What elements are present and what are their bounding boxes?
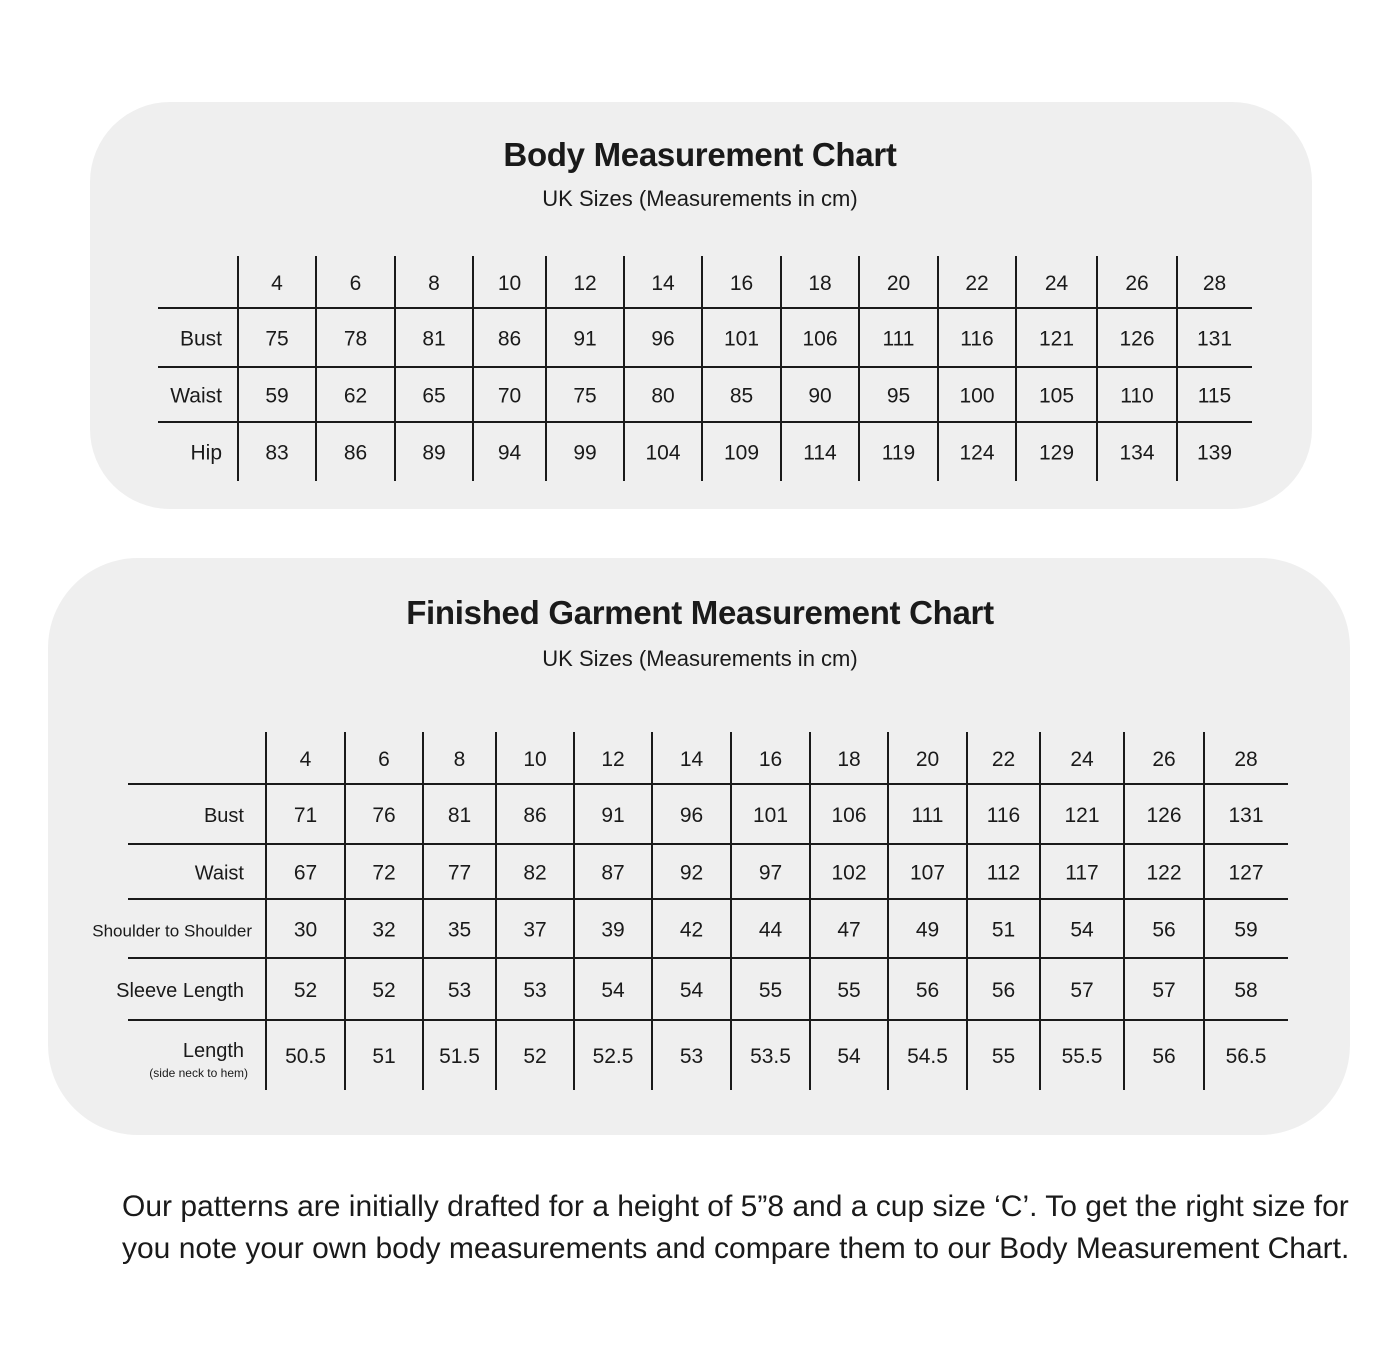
body-cell: 85 [729,384,754,408]
body-size-header: 10 [497,271,522,295]
garment-cell: 107 [909,861,946,885]
garment-size-header: 16 [758,747,783,771]
garment-cell: 87 [601,861,625,885]
garment-cell: 52 [523,1044,547,1068]
garment-cell: 51 [991,918,1016,942]
garment-row-label: Length [182,1039,244,1062]
garment-cell: 51 [372,1044,396,1068]
garment-cell: 47 [837,918,861,942]
garment-row-sublabel: (side neck to hem) [149,1065,248,1080]
garment-cell: 106 [831,803,867,827]
body-cell: 114 [803,441,837,465]
garment-cell: 102 [831,861,867,885]
garment-cell: 97 [758,861,783,885]
garment-size-header: 10 [523,747,547,771]
garment-cell: 51.5 [439,1044,480,1068]
garment-cell: 54.5 [907,1044,948,1068]
garment-chart-title: Finished Garment Measurement Chart [406,594,994,631]
garment-cell: 30 [293,918,318,942]
body-cell: 105 [1038,384,1075,408]
body-cell: 101 [723,327,760,351]
garment-cell: 49 [915,918,940,942]
body-size-header: 14 [651,271,675,295]
garment-cell: 52.5 [592,1044,634,1068]
garment-cell: 37 [523,918,547,942]
garment-cell: 42 [679,918,704,942]
body-cell: 95 [886,384,911,408]
garment-cell: 54 [601,978,625,1002]
garment-size-header: 12 [601,747,625,771]
garment-cell: 52 [372,978,396,1002]
garment-cell: 53 [447,978,472,1002]
garment-cell: 56 [1152,1044,1176,1068]
body-size-header: 18 [808,271,832,295]
body-cell: 75 [573,384,597,408]
garment-cell: 77 [447,861,472,885]
body-row-label: Hip [190,441,222,465]
footer-line-2: you note your own body measurements and compare them to our Body Measurement Chart. [122,1232,1350,1265]
body-cell: 126 [1119,327,1155,351]
garment-cell: 32 [372,918,396,942]
body-cell: 134 [1119,441,1155,465]
garment-cell: 96 [679,803,704,827]
body-cell: 78 [343,327,368,351]
body-row-label: Bust [179,327,222,351]
garment-cell: 44 [758,918,783,942]
garment-cell: 50.5 [285,1044,326,1068]
footer-line-1: Our patterns are initially drafted for a height of 5”8 and a cup size ‘C’. To get the right size for [122,1190,1349,1223]
garment-cell: 53 [679,1044,704,1068]
body-cell: 80 [651,384,675,408]
garment-cell: 71 [293,803,318,827]
garment-cell: 81 [447,803,472,827]
garment-cell: 54 [837,1044,861,1068]
body-cell: 131 [1196,327,1233,351]
body-size-header: 22 [965,271,989,295]
garment-cell: 56 [1152,918,1176,942]
body-cell: 109 [723,441,760,465]
body-cell: 99 [573,441,597,465]
garment-cell: 112 [986,861,1021,885]
body-cell: 129 [1038,441,1075,465]
garment-size-header: 20 [915,747,940,771]
garment-cell: 55 [758,978,783,1002]
garment-cell: 92 [679,861,704,885]
garment-size-header: 24 [1070,747,1094,771]
body-cell: 100 [959,384,995,408]
garment-size-header: 26 [1152,747,1176,771]
garment-size-header: 18 [837,747,861,771]
body-cell: 119 [881,441,916,465]
garment-size-header: 28 [1234,747,1258,771]
garment-cell: 91 [601,803,625,827]
garment-cell: 111 [911,803,944,827]
garment-cell: 117 [1065,861,1099,885]
garment-cell: 57 [1070,978,1094,1002]
garment-cell: 116 [986,803,1021,827]
body-cell: 86 [343,441,368,465]
garment-cell: 53 [523,978,547,1002]
body-cell: 124 [959,441,995,465]
body-size-header: 16 [729,271,754,295]
body-cell: 83 [265,441,289,465]
body-cell: 116 [960,327,994,351]
garment-cell: 53.5 [750,1044,791,1068]
body-cell: 75 [265,327,289,351]
garment-chart-subtitle: UK Sizes (Measurements in cm) [542,646,858,671]
body-row-label: Waist [170,384,222,408]
garment-cell: 131 [1228,803,1264,827]
garment-cell: 55 [837,978,861,1002]
garment-cell: 67 [293,861,318,885]
body-cell: 59 [265,384,289,408]
garment-cell: 101 [752,803,789,827]
body-size-header: 4 [271,271,283,295]
body-cell: 90 [808,384,832,408]
garment-cell: 56 [991,978,1016,1002]
garment-size-header: 4 [299,747,312,771]
garment-cell: 127 [1228,861,1264,885]
body-cell: 121 [1038,327,1075,351]
body-cell: 110 [1120,384,1154,408]
body-size-header: 8 [428,271,440,295]
garment-cell: 76 [372,803,396,827]
body-cell: 65 [422,384,446,408]
body-cell: 111 [882,327,915,351]
body-size-header: 20 [886,271,911,295]
garment-size-header: 6 [378,747,390,771]
garment-cell: 59 [1234,918,1258,942]
garment-cell: 121 [1064,803,1100,827]
garment-row-label: Shoulder to Shoulder [92,921,252,941]
garment-cell: 54 [1070,918,1094,942]
garment-cell: 52 [293,978,318,1002]
body-cell: 81 [422,327,446,351]
footer-note [122,1186,1350,1270]
garment-cell: 55 [991,1044,1016,1068]
body-cell: 104 [645,441,681,465]
body-size-header: 26 [1125,271,1149,295]
body-cell: 96 [651,327,675,351]
garment-row-label: Sleeve Length [116,979,244,1002]
garment-row-label: Bust [203,804,244,827]
garment-cell: 122 [1146,861,1182,885]
body-cell: 115 [1197,384,1232,408]
body-chart-subtitle: UK Sizes (Measurements in cm) [542,186,858,211]
body-cell: 94 [497,441,522,465]
garment-cell: 56.5 [1225,1044,1267,1068]
body-cell: 91 [573,327,597,351]
body-size-header: 28 [1202,271,1227,295]
garment-cell: 57 [1152,978,1176,1002]
garment-size-header: 8 [453,747,466,771]
garment-size-header: 14 [679,747,704,771]
body-size-header: 12 [573,271,597,295]
body-size-header: 24 [1044,271,1069,295]
garment-row-label: Waist [194,862,244,885]
garment-size-header: 22 [991,747,1016,771]
garment-cell: 39 [601,918,625,942]
garment-cell: 54 [679,978,704,1002]
body-chart-title: Body Measurement Chart [503,136,897,173]
body-cell: 89 [422,441,446,465]
garment-cell: 82 [523,861,547,885]
garment-cell: 86 [523,803,547,827]
body-cell: 106 [802,327,838,351]
body-cell: 86 [497,327,522,351]
garment-cell: 72 [372,861,396,885]
body-size-header: 6 [349,271,362,295]
body-cell: 62 [343,384,368,408]
garment-cell: 126 [1146,803,1182,827]
garment-cell: 56 [915,978,940,1002]
body-cell: 139 [1196,441,1233,465]
garment-cell: 35 [447,918,472,942]
body-cell: 70 [497,384,522,408]
garment-cell: 58 [1234,978,1258,1002]
garment-cell: 55.5 [1061,1044,1103,1068]
